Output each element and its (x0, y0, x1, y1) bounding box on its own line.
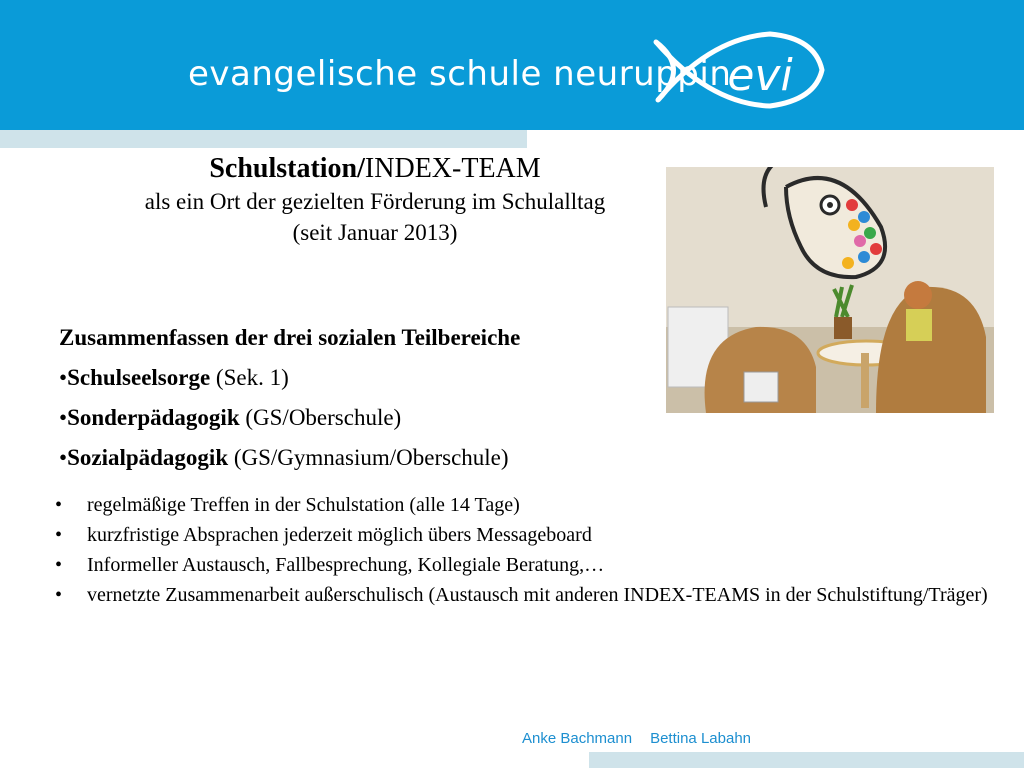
list-item (55, 520, 995, 550)
area-item-schulseelsorge (59, 358, 659, 398)
slide-title (80, 152, 670, 248)
author-name: Anke Bachmann (522, 730, 633, 747)
list-item (55, 550, 995, 580)
title-date: (seit Januar 2013) (292, 220, 458, 245)
area-name: Sonderpädagogik (67, 405, 240, 430)
area-name: Sozialpädagogik (67, 445, 229, 470)
title-bold: Schulstation/ (209, 153, 365, 184)
area-item-sonderpaedagogik (59, 398, 659, 438)
list-item (55, 580, 995, 610)
area-detail: (Sek. 1) (210, 365, 289, 390)
area-bullet: • (59, 365, 68, 390)
bullet-dot: • (55, 554, 63, 576)
areas-heading: Zusammenfassen der drei sozialen Teilbereiche (59, 325, 521, 350)
area-detail: (GS/Oberschule) (239, 405, 402, 430)
header-accent-strip (0, 130, 527, 148)
schulstation-photo (666, 167, 994, 413)
bullet-list (55, 490, 995, 610)
list-item-text: kurzfristige Absprachen jederzeit möglich übers Messageboard (87, 524, 592, 546)
school-name: evangelische schule neuruppin (188, 54, 732, 94)
list-item-text: regelmäßige Treffen in der Schulstation (alle 14 Tage) (87, 494, 520, 516)
area-bullet: • (59, 405, 68, 430)
area-item-sozialpaedagogik (59, 438, 659, 478)
logo-text: evi (727, 50, 793, 101)
bullet-dot: • (55, 584, 63, 606)
title-subtitle: als ein Ort der gezielten Förderung im Schulalltag (144, 189, 606, 214)
author-name: Bettina Labahn (650, 730, 751, 747)
list-item (55, 490, 995, 520)
areas-section (59, 318, 659, 478)
bullet-dot: • (55, 494, 63, 516)
footer-authors (522, 730, 751, 747)
area-bullet: • (59, 445, 68, 470)
title-rest: INDEX-TEAM (364, 153, 541, 184)
fish-logo-icon (650, 28, 825, 110)
list-item-text: vernetzte Zusammenarbeit außerschulisch (Austausch mit anderen INDEX-TEAMS in der Schulstiftung/Träger) (87, 584, 988, 606)
area-name: Schulseelsorge (67, 365, 211, 390)
footer-accent-strip (589, 752, 1024, 768)
area-detail: (GS/Gymnasium/Oberschule) (228, 445, 509, 470)
bullet-dot: • (55, 524, 63, 546)
list-item-text: Informeller Austausch, Fallbesprechung, Kollegiale Beratung,… (87, 554, 605, 576)
